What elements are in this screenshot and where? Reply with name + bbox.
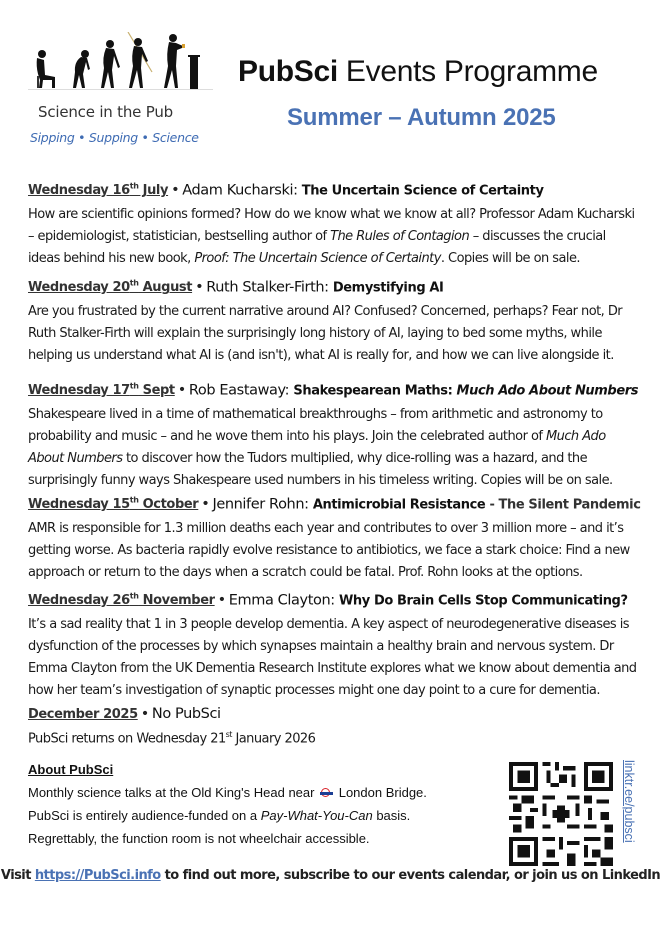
- website-link[interactable]: https://PubSci.info: [34, 868, 161, 883]
- event-october: [28, 496, 641, 584]
- event-description: How are scientific opinions formed? How do we know what we know at all? Professor Adam Kucharski – epidemiologist, statistician, bestselling author of The Rules of Contagion – discusses the crucial ideas behind his new book, Proof: The Uncertain Science of Certainty. Copies will be on sale.: [28, 207, 635, 267]
- evolution-logo: [28, 32, 213, 92]
- about-accessibility: Regrettably, the function room is not wheelchair accessible.: [28, 831, 370, 846]
- event-august: [28, 279, 638, 367]
- linktree-link[interactable]: [621, 760, 637, 868]
- evolution-silhouette-icon: [28, 32, 213, 92]
- linktree-link-text[interactable]: linktr.ee/pubsci: [622, 760, 636, 843]
- about-venue: Monthly science talks at the Old King's Head near London Bridge.: [28, 785, 427, 800]
- event-description: It’s a sad reality that 1 in 3 people develop dementia. A key aspect of neurodegenerative diseases is dysfunction of the processes by which synapses maintain a healthy brain and nervous system. Dr Emma Clayton from the UK Dementia Research Institute explores what we know about dementia and how her team’s investigation of synaptic processes might one day point to a cure for dementia.: [28, 617, 637, 699]
- event-heading: [28, 592, 638, 608]
- bullet-separator: •: [217, 592, 226, 609]
- event-speaker: No PubSci: [151, 706, 221, 722]
- qr-code-icon: [508, 762, 614, 866]
- event-heading: [28, 279, 638, 295]
- tagline-main: Science in the Pub: [38, 103, 173, 121]
- event-date: December 2025: [28, 707, 138, 722]
- bullet-separator: •: [140, 706, 149, 722]
- event-heading: [28, 382, 638, 398]
- event-title: Shakespearean Maths: Much Ado About Numbers: [293, 383, 639, 399]
- event-september: [28, 382, 638, 492]
- underground-roundel-icon: [320, 788, 333, 798]
- tagline-sub: Sipping • Supping • Science: [30, 130, 199, 145]
- event-heading: [28, 496, 641, 513]
- event-title: Why Do Brain Cells Stop Communicating?: [338, 593, 628, 609]
- event-title: Demystifying AI: [332, 280, 444, 296]
- bullet-separator: •: [195, 279, 204, 296]
- event-speaker: Rob Eastaway:: [188, 382, 290, 399]
- footer: Visit https://PubSci.info to find out more, subscribe to our events calendar, or join us on LinkedIn: [0, 868, 661, 883]
- title-rest: Events Programme: [337, 55, 598, 88]
- event-speaker: Ruth Stalker-Firth:: [206, 279, 329, 296]
- event-description: Shakespeare lived in a time of mathematical breakthroughs – from arithmetic and astronomy to probability and music – and he wove them into his plays. Join the celebrated author of Much Ado About Numbers to discover how the Tudors multiplied, why dice-rolling was a hazard, and the surprisingly funny ways Shakespeare used numbers in his timeless writing. Copies will be on sale.: [28, 407, 613, 489]
- title-brand: PubSci: [238, 55, 338, 88]
- event-date: Wednesday 20th August: [28, 279, 193, 296]
- page-title: [238, 55, 598, 89]
- qr-code[interactable]: [508, 762, 614, 866]
- event-heading: [28, 706, 638, 722]
- event-title: The Uncertain Science of Certainty: [301, 183, 544, 199]
- event-date: Wednesday 15th October: [28, 496, 199, 513]
- page-subtitle: Summer – Autumn 2025: [287, 104, 556, 131]
- bullet-separator: •: [171, 182, 180, 199]
- event-july: [28, 182, 638, 270]
- event-speaker: Emma Clayton:: [228, 592, 335, 609]
- event-description: Are you frustrated by the current narrative around AI? Confused? Concerned, perhaps? Fear not, Dr Ruth Stalker-Firth will explain the surprisingly long history of AI, laying to bed some myths, while helping us understand what AI is (and isn't), what AI is really for, and how we can live alongside it.: [28, 304, 623, 364]
- event-speaker: Jennifer Rohn:: [212, 496, 309, 513]
- event-heading: [28, 182, 638, 198]
- event-title: Antimicrobial Resistance - The Silent Pandemic: [312, 497, 641, 513]
- event-date: Wednesday 17th Sept: [28, 382, 175, 399]
- about-section: [28, 762, 498, 846]
- bullet-separator: •: [177, 382, 186, 399]
- event-speaker: Adam Kucharski:: [182, 182, 298, 199]
- about-funding: PubSci is entirely audience-funded on a Pay-What-You-Can basis.: [28, 808, 411, 823]
- event-description: AMR is responsible for 1.3 million deaths each year and contributes to over 3 million more – and it’s getting worse. As bacteria rapidly evolve resistance to antibiotics, we face a stark choice: Find a new approach or return to the days when a scratch could be fatal. Prof. Rohn looks at the options.: [28, 521, 630, 581]
- event-november: [28, 592, 638, 702]
- about-title: About PubSci: [28, 762, 114, 777]
- header: [0, 0, 661, 165]
- event-december: [28, 706, 638, 750]
- event-date: Wednesday 26th November: [28, 592, 215, 609]
- event-description: PubSci returns on Wednesday 21st January 2026: [28, 730, 316, 747]
- event-date: Wednesday 16th July: [28, 182, 169, 199]
- bullet-separator: •: [201, 496, 210, 513]
